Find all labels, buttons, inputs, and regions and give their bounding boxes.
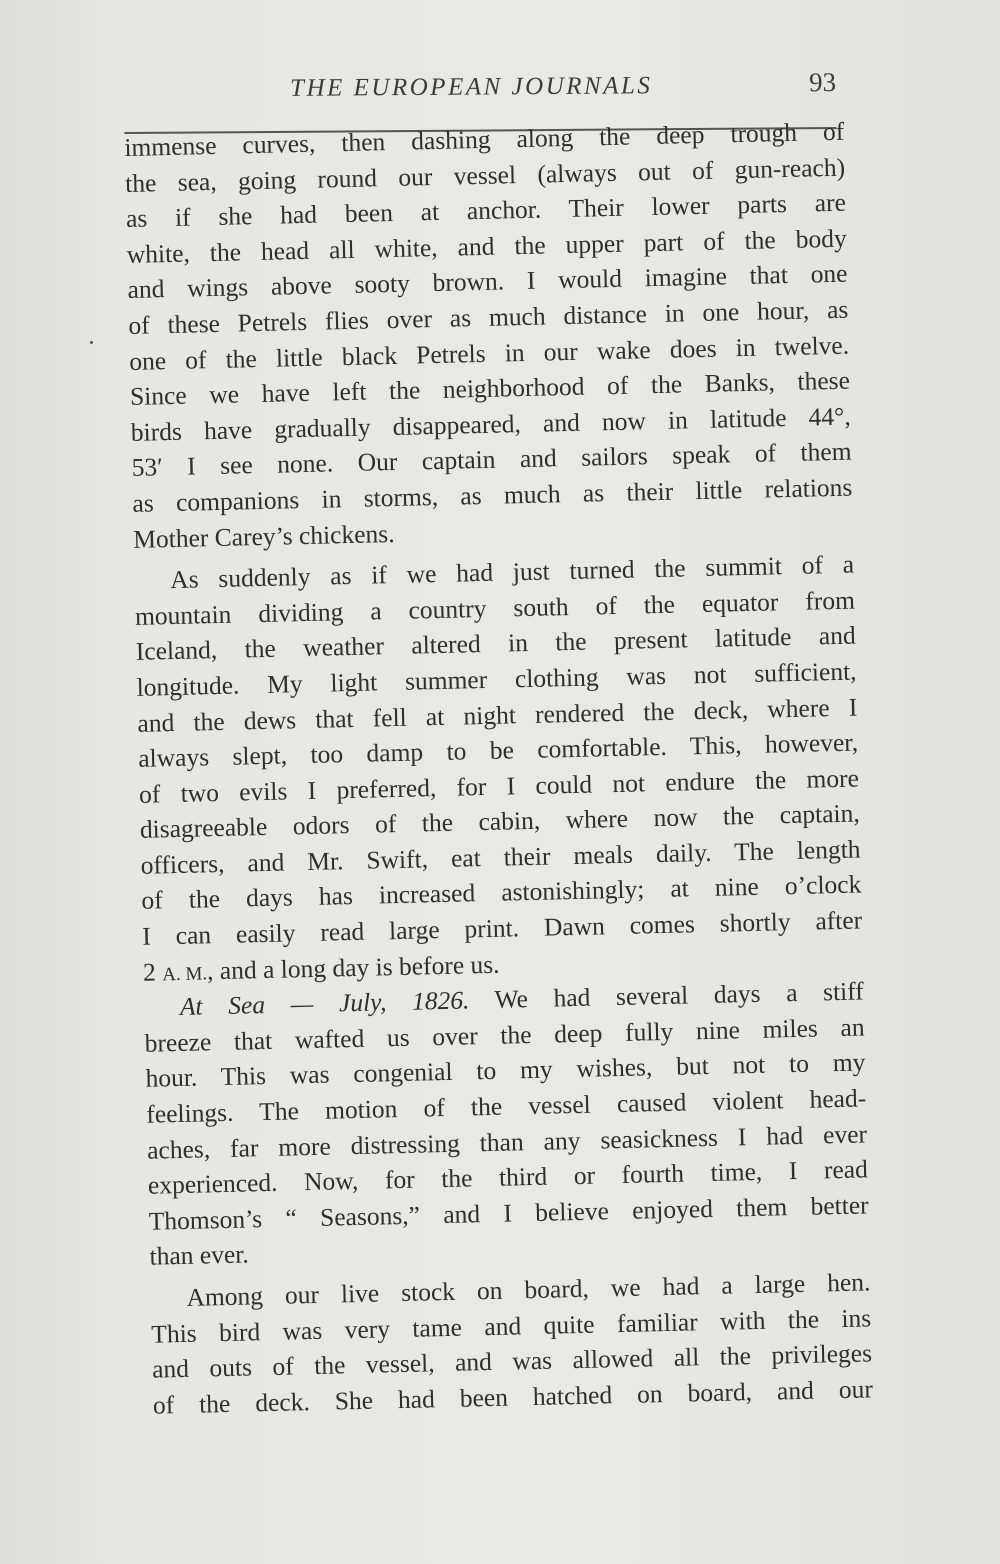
margin-mark: [90, 341, 93, 344]
text-line: experienced. Now, for the third or fourth time, I read: [147, 1154, 869, 1200]
text-line: Iceland, the weather altered in the present latitude and: [135, 620, 856, 667]
text-line: as companions in storms, as much as their little relations: [132, 472, 853, 518]
text-line: disagreeable odors of the cabin, where now the captain,: [139, 798, 861, 845]
line-remainder: , and a long day is before us.: [206, 949, 500, 985]
text-line: the sea, going round our vessel (always out of gun-reach): [124, 152, 846, 198]
text-line: immense curves, then dashing along the deep trough of: [124, 116, 845, 162]
time-numeral: 2: [142, 957, 157, 987]
text-line: 53′ I see none. Our captain and sailors speak of them: [131, 436, 852, 483]
time-abbreviation: A. M.: [162, 962, 208, 986]
text-line: of these Petrels flies over as much distance in one hour, as: [128, 294, 849, 340]
text-line: Mother Carey’s chickens.: [132, 518, 395, 554]
text-line: one of the little black Petrels in our wake does in twelve.: [128, 330, 850, 376]
body-text: [124, 114, 873, 1423]
entry-text: We had several days a stiff: [469, 976, 865, 1015]
running-title: THE EUROPEAN JOURNALS: [290, 72, 653, 102]
text-line: feelings. The motion of the vessel caused violent head-: [146, 1083, 867, 1129]
text-line: than ever.: [149, 1239, 249, 1272]
text-line: of the days has increased astonishingly; at nine o’clock: [141, 869, 862, 916]
text-line: birds have gradually disappeared, and now in latitude 44°,: [130, 401, 852, 447]
text-line: of two evils I preferred, for I could not endure the more: [138, 763, 860, 809]
text-line: white, the head all white, and the upper part of the body: [126, 223, 847, 269]
page-header: [124, 65, 836, 120]
text-line: Thomson’s “ Seasons,” and I believe enjoyed them better: [148, 1190, 869, 1236]
text-line: longitude. My light summer clothing was not sufficient,: [136, 656, 857, 702]
text-line: mountain dividing a country south of the equator from: [134, 585, 856, 631]
text-line: aches, far more distressing than any seasickness I had ever: [146, 1119, 868, 1165]
page-number: 93: [808, 67, 837, 98]
text-line: always slept, too damp to be comfortable. This, however,: [137, 727, 859, 773]
text-line: and the dews that fell at night rendered the deck, where I: [137, 692, 858, 738]
text-line: Since we have left the neighborhood of the Banks, these: [129, 365, 851, 412]
text-line: officers, and Mr. Swift, eat their meals daily. The length: [140, 834, 861, 880]
text-line: I can easily read large print. Dawn comes shortly after: [141, 905, 863, 951]
text-line: This bird was very tame and quite familiar with the ins: [150, 1302, 872, 1349]
paragraph-first-line: As suddenly as if we had just turned the summit of a: [169, 549, 855, 595]
text-line: and outs of the vessel, and was allowed all the privileges: [151, 1338, 873, 1384]
text-line: breeze that wafted us over the deep fully nine miles an: [144, 1012, 865, 1058]
entry-dateline: At Sea — July, 1826.: [179, 985, 470, 1022]
text-line: of the deck. She had been hatched on board, and our: [152, 1374, 874, 1420]
text-line: as if she had been at anchor. Their lower parts are: [125, 187, 847, 234]
text-line: hour. This was congenial to my wishes, but not to my: [145, 1047, 866, 1094]
text-line: and wings above sooty brown. I would imagine that one: [127, 259, 848, 305]
paragraph-first-line: Among our live stock on board, we had a large hen.: [186, 1267, 871, 1312]
